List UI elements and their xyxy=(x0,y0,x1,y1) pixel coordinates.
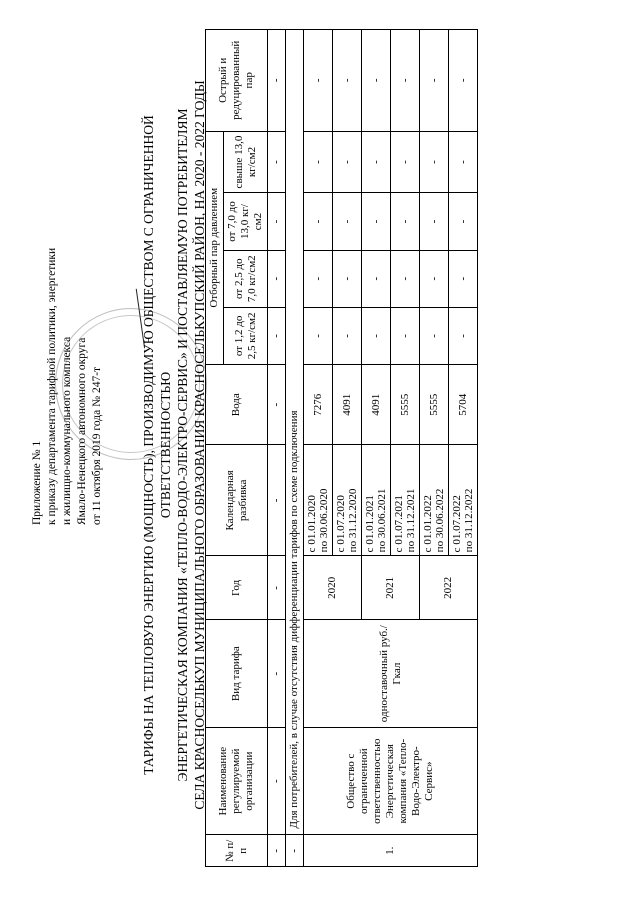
cell: - xyxy=(268,835,286,867)
title-line: ТАРИФЫ НА ТЕПЛОВУЮ ЭНЕРГИЮ (МОЩНОСТЬ), ПРОИЗВОДИМУЮ ОБЩЕСТВОМ С ОГРАНИЧЕННОЙ ОТВЕТСТВЕННОСТЬЮ xyxy=(141,115,173,775)
cell: - xyxy=(362,307,391,364)
cell: - xyxy=(362,250,391,307)
period-to: по 30.06.2021 xyxy=(376,488,388,553)
cell: - xyxy=(449,193,478,250)
document-title xyxy=(140,65,208,825)
cell: - xyxy=(268,620,286,727)
appendix-line: к приказу департамента тарифной политики, энергетики xyxy=(46,247,58,525)
water-cell: 7276 xyxy=(304,364,333,445)
cell: - xyxy=(391,131,420,193)
cell: - xyxy=(362,131,391,193)
cell: - xyxy=(391,193,420,250)
cell: - xyxy=(268,250,286,307)
cell: - xyxy=(362,193,391,250)
cell: - xyxy=(449,30,478,132)
title-line: ЭНЕРГЕТИЧЕСКАЯ КОМПАНИЯ «ТЕПЛО-ВОДО-ЭЛЕКТРО-СЕРВИС» И ПОСТАВЛЯЕМУЮ ПОТРЕБИТЕЛЯМ xyxy=(175,108,190,782)
header-num: № п/п xyxy=(206,835,268,867)
cell: - xyxy=(362,30,391,132)
header-year: Год xyxy=(206,556,268,620)
cell: - xyxy=(268,30,286,132)
water-cell: 4091 xyxy=(333,364,362,445)
period-from: с 01.01.2022 xyxy=(422,495,434,553)
cell: - xyxy=(286,835,304,867)
appendix-line: Приложение № 1 xyxy=(31,440,43,525)
appendix-line: и жилищно-коммунального комплекса xyxy=(61,336,73,525)
period-from: с 01.07.2020 xyxy=(335,495,347,553)
year-cell: 2021 xyxy=(362,556,420,620)
period-to: по 31.12.2021 xyxy=(405,488,417,553)
cell: - xyxy=(304,307,333,364)
title-line: СЕЛА КРАСНОСЕЛЬКУП МУНИЦИПАЛЬНОГО ОБРАЗОВАНИЯ КРАСНОСЕЛЬКУПСКИЙ РАЙОН, НА 2020 - 2022 ГОДЫ xyxy=(192,80,207,810)
header-p2: от 2,5 до 7,0 кг/см2 xyxy=(224,250,268,307)
cell: - xyxy=(304,30,333,132)
row-number: 1. xyxy=(304,835,478,867)
cell: - xyxy=(449,131,478,193)
period-to: по 31.12.2022 xyxy=(463,488,475,553)
cell: - xyxy=(268,131,286,193)
period-from: с 01.01.2021 xyxy=(364,495,376,553)
cell: - xyxy=(268,364,286,445)
water-cell: 5704 xyxy=(449,364,478,445)
header-p1: от 1,2 до 2,5 кг/см2 xyxy=(224,307,268,364)
cell: - xyxy=(304,193,333,250)
cell: - xyxy=(333,30,362,132)
header-water: Вода xyxy=(206,364,268,445)
section-title: Для потребителей, в случае отсутствия дифференциации тарифов по схеме подключения xyxy=(286,30,304,836)
period-from: с 01.07.2021 xyxy=(393,495,405,553)
table-row xyxy=(304,30,333,867)
water-cell: 5555 xyxy=(391,364,420,445)
cell: - xyxy=(333,131,362,193)
water-cell: 5555 xyxy=(420,364,449,445)
period-to: по 30.06.2020 xyxy=(318,488,330,553)
cell: - xyxy=(449,250,478,307)
period-cell xyxy=(304,445,333,556)
period-from: с 01.07.2022 xyxy=(451,495,463,553)
cell: - xyxy=(420,307,449,364)
cell: - xyxy=(333,250,362,307)
period-cell xyxy=(333,445,362,556)
cell: - xyxy=(449,307,478,364)
cell: - xyxy=(391,307,420,364)
cell: - xyxy=(420,30,449,132)
cell: - xyxy=(304,131,333,193)
header-steam: Отборный пар давлением xyxy=(206,131,224,364)
cell: - xyxy=(268,307,286,364)
header-tariff: Вид тарифа xyxy=(206,620,268,727)
period-to: по 31.12.2020 xyxy=(347,488,359,553)
cell: - xyxy=(268,445,286,556)
period-from: с 01.01.2020 xyxy=(306,495,318,553)
cell: - xyxy=(420,193,449,250)
cell: - xyxy=(268,727,286,835)
period-cell xyxy=(420,445,449,556)
cell: - xyxy=(391,250,420,307)
appendix-line: от 11 октября 2019 года № 247-т xyxy=(91,366,103,525)
header-row xyxy=(206,30,224,867)
cell: - xyxy=(391,30,420,132)
water-cell: 4091 xyxy=(362,364,391,445)
header-p4: свыше 13,0 кг/см2 xyxy=(224,131,268,193)
tariff-type: одноставочный руб./Гкал xyxy=(304,620,478,727)
period-to: по 30.06.2022 xyxy=(434,488,446,553)
tariff-table xyxy=(205,29,478,867)
period-cell xyxy=(362,445,391,556)
dash-row xyxy=(268,30,286,867)
cell: - xyxy=(268,193,286,250)
year-cell: 2022 xyxy=(420,556,478,620)
period-cell xyxy=(449,445,478,556)
cell: - xyxy=(420,250,449,307)
cell: - xyxy=(333,193,362,250)
cell: - xyxy=(420,131,449,193)
header-period: Календарная разбивка xyxy=(206,445,268,556)
cell: - xyxy=(268,556,286,620)
organization-name: Общество с ограниченной ответственностью Энергетическая компания «Тепло-Водо-Электро-Сервис» xyxy=(304,727,478,835)
appendix-note xyxy=(30,145,105,525)
period-cell xyxy=(391,445,420,556)
section-row xyxy=(286,30,304,867)
header-p3: от 7,0 до 13,0 кг/см2 xyxy=(224,193,268,250)
year-cell: 2020 xyxy=(304,556,362,620)
cell: - xyxy=(333,307,362,364)
header-org: Наименование регулируемой организации xyxy=(206,727,268,835)
header-sharp-steam: Острый и редуцированный пар xyxy=(206,30,268,132)
appendix-line: Ямало-Ненецкого автономного округа xyxy=(76,337,88,525)
cell: - xyxy=(304,250,333,307)
